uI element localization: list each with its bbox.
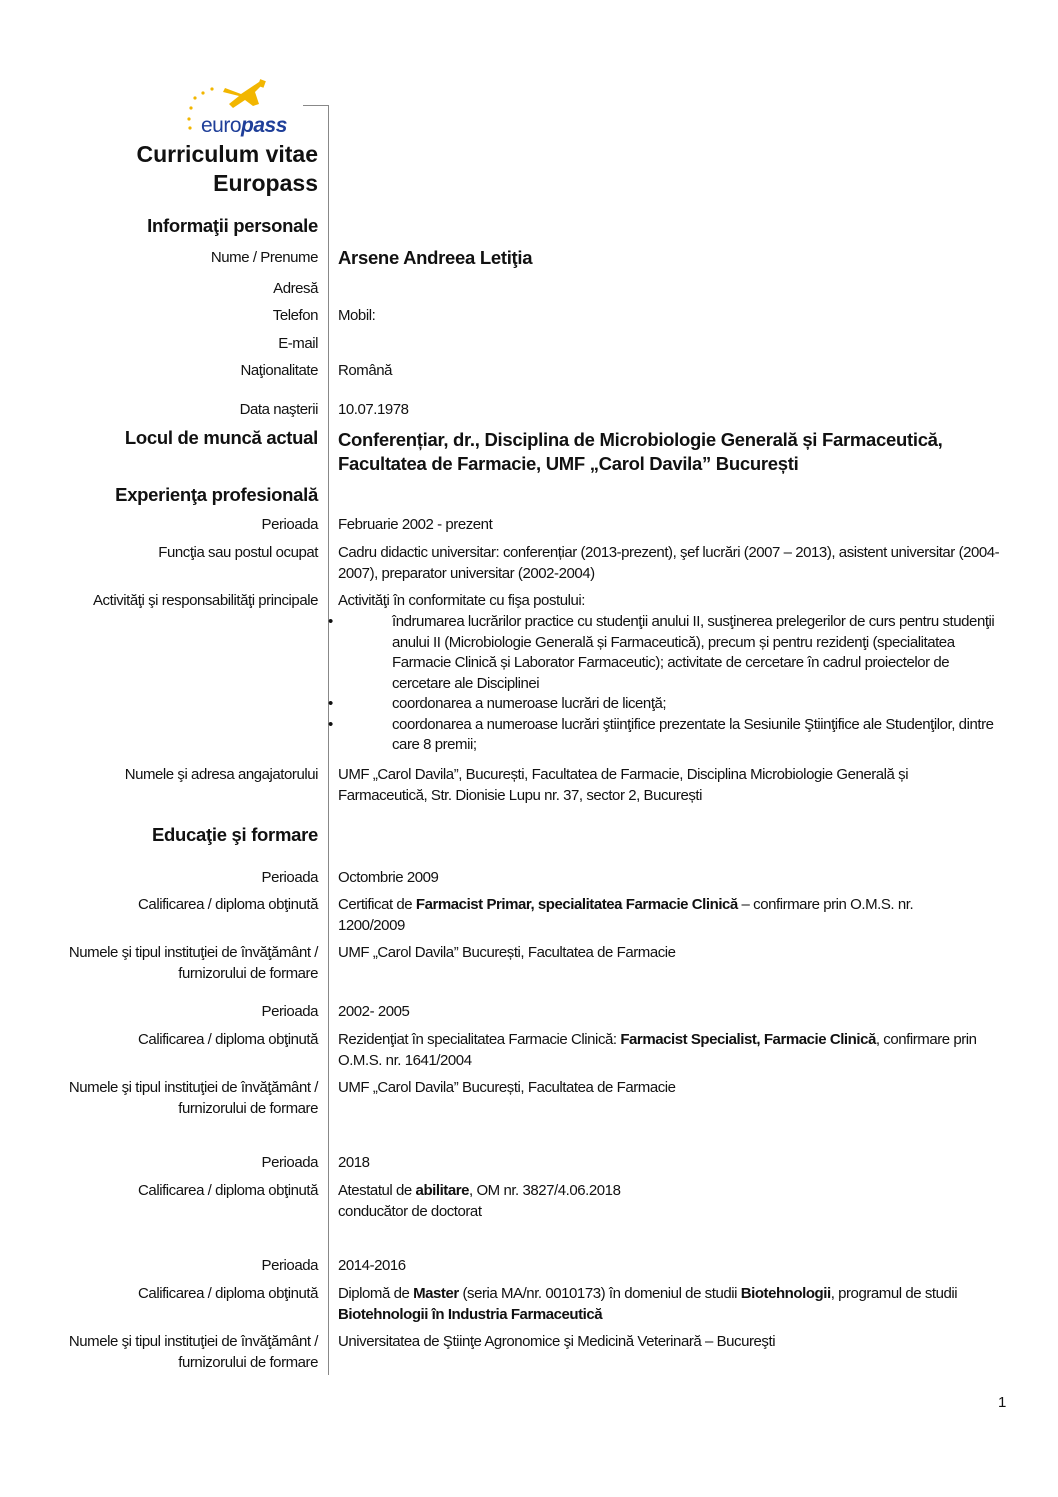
period-label: Perioada	[261, 1257, 318, 1274]
institution-label: Numele şi tipul instituţiei de învăţământ / furnizorului de formare	[68, 944, 318, 982]
list-item-text: îndrumarea lucrărilor practice cu studenţii anului II, susţinerea prelegerilor de curs pentru studenţii anului II (Microbiologie Generală și Farmaceutică), precum și pentru rezidenţi (specialitatea Farmacie Clinică și Laborator Farmaceutic); activitate de cercetare în cadrul proiectelor de cercetare ale Disciplinei	[392, 613, 995, 692]
title-line-1: Curriculum vitae	[136, 141, 318, 167]
qualification-label: Calificarea / diploma obţinută	[138, 1182, 318, 1199]
institution-value: UMF „Carol Davila” București, Facultatea de Farmacie	[338, 944, 676, 961]
period-label: Perioada	[261, 869, 318, 886]
institution-value: UMF „Carol Davila” București, Facultatea de Farmacie	[338, 1079, 676, 1096]
period-value: Februarie 2002 - prezent	[338, 516, 493, 533]
employer-value: UMF „Carol Davila”, București, Facultatea de Farmacie, Disciplina Microbiologie Generală și Farmaceutică, Str. Dionisie Lupu nr. 37, sector 2, București	[338, 766, 909, 804]
institution-label: Numele şi tipul instituţiei de învăţământ / furnizorului de formare	[68, 1079, 318, 1117]
qualification-label: Calificarea / diploma obţinută	[138, 1285, 318, 1302]
period-label: Perioada	[261, 516, 318, 533]
qualification-label: Calificarea / diploma obţinută	[138, 896, 318, 913]
period-value: Octombrie 2009	[338, 869, 439, 886]
name-label: Nume / Prenume	[210, 249, 318, 266]
period-value: 2002- 2005	[338, 1003, 410, 1020]
list-item: • coordonarea a numeroase lucrări ştiinţifice prezentate la Sesiunile Ştiinţifice ale Studenţilor, dintre care 8 premii;	[328, 715, 994, 753]
qualification-value: Atestatul de abilitare, OM nr. 3827/4.06.2018 conducător de doctorat	[338, 1182, 621, 1220]
institution-value: Universitatea de Ştiinţe Agronomice şi Medicină Veterinară – Bucureşti	[338, 1333, 776, 1350]
nationality-label: Naţionalitate	[240, 362, 318, 379]
list-item-text: coordonarea a numeroase lucrări de licenţă;	[392, 695, 667, 712]
institution-label: Numele şi tipul instituţiei de învăţământ / furnizorului de formare	[68, 1333, 318, 1371]
list-item: • coordonarea a numeroase lucrări de licenţă;	[328, 695, 667, 712]
workplace-value: Conferențiar, dr., Disciplina de Microbiologie Generală și Farmaceutică, Facultatea de Farmacie, UMF „Carol Davila” București	[338, 429, 943, 474]
section-experience: Experienţa profesională	[115, 484, 318, 505]
activities-intro: Activităţi în conformitate cu fişa postului:	[338, 592, 585, 609]
list-item-text: coordonarea a numeroase lucrări ştiinţifice prezentate la Sesiunile Ştiinţifice ale Studenţilor, dintre care 8 premii;	[392, 715, 994, 753]
birthdate-value: 10.07.1978	[338, 401, 409, 418]
position-label: Funcţia sau postul ocupat	[158, 544, 318, 561]
workplace-label: Locul de muncă actual	[124, 427, 318, 448]
activities-label: Activităţi şi responsabilităţi principale	[93, 592, 318, 609]
qualification-value: Diplomă de Master (seria MA/nr. 0010173) în domeniul de studii Biotehnologii, programul de studii Biotehnologii în Industria Farmaceutică	[338, 1285, 958, 1323]
nationality-value: Română	[338, 362, 392, 379]
qualification-label: Calificarea / diploma obţinută	[138, 1031, 318, 1048]
divider	[303, 105, 328, 106]
document-title	[0, 140, 318, 198]
period-label: Perioada	[261, 1154, 318, 1171]
qualification-value: Rezidenţiat în specialitatea Farmacie Clinică: Farmacist Specialist, Farmacie Clinică, confirmare prin O.M.S. nr. 1641/2004	[338, 1031, 977, 1069]
section-personal-info: Informaţii personale	[147, 215, 318, 236]
qualification-value: Certificat de Farmacist Primar, specialitatea Farmacie Clinică – confirmare prin O.M.S. nr. 1200/2009	[338, 896, 914, 934]
employer-label: Numele şi adresa angajatorului	[124, 766, 318, 783]
birthdate-label: Data naşterii	[239, 401, 318, 418]
name-value: Arsene Andreea Letiţia	[338, 247, 533, 268]
email-label: E-mail	[278, 335, 318, 352]
activities-list	[328, 612, 1008, 756]
europass-logo	[183, 78, 308, 138]
period-label: Perioada	[261, 1003, 318, 1020]
period-value: 2018	[338, 1154, 370, 1171]
address-label: Adresă	[273, 280, 318, 297]
phone-value: Mobil:	[338, 307, 376, 324]
period-value: 2014-2016	[338, 1257, 406, 1274]
position-value: Cadru didactic universitar: conferențiar (2013-prezent), şef lucrări (2007 – 2013), asistent universitar (2004-2007), preparator universitar (2002-2004)	[338, 544, 1000, 582]
list-item: • îndrumarea lucrărilor practice cu studenţii anului II, susţinerea prelegerilor de curs pentru studenţii anului II (Microbiologie Generală și Farmaceutică), precum și pentru rezidenţi (specialitatea Farmacie Clinică și Laborator Farmaceutic); activitate de cercetare în cadrul proiectelor de cercetare ale Disciplinei	[328, 613, 995, 692]
page-number: 1	[998, 1394, 1006, 1411]
logo-text: europass	[201, 114, 287, 137]
phone-label: Telefon	[272, 307, 318, 324]
section-education: Educaţie şi formare	[151, 824, 318, 845]
title-line-2: Europass	[213, 170, 318, 196]
